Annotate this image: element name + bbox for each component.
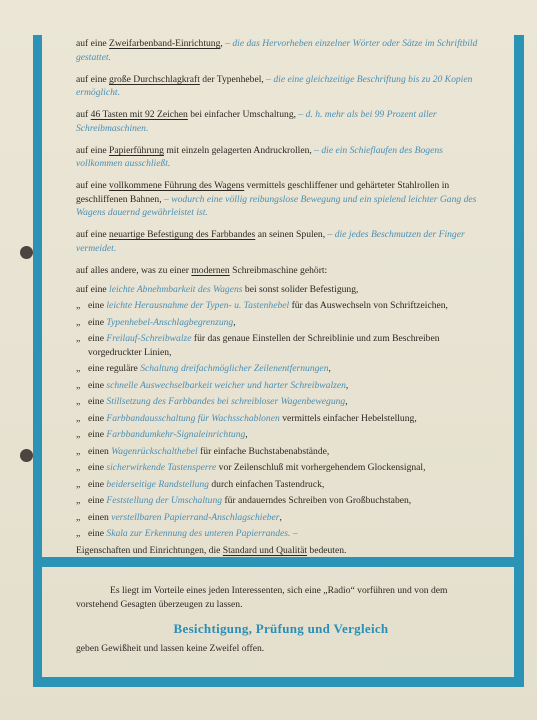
- ditto-mark: „: [76, 495, 81, 507]
- text-plain: bedeuten.: [307, 544, 347, 556]
- text-plain: ,: [279, 511, 282, 523]
- text-plain: ,: [328, 363, 331, 375]
- text-plain: der Typenhebel,: [199, 73, 267, 85]
- text-plain: für das genaue Einstellen der Schreiblinie und zum Beschreiben vorgedruckter Linien,: [88, 333, 440, 358]
- text-plain: auf eine: [76, 144, 110, 156]
- footer-end: geben Gewißheit und lassen keine Zweifel offen.: [76, 643, 265, 654]
- ditto-mark: „: [76, 412, 81, 424]
- text-plain: eine: [88, 495, 107, 507]
- script-text: – wodurch eine völlig reibungslose Bewegung und ein spielend leichter Gang des Wagens dauernd gewährleistet ist.: [76, 193, 477, 219]
- script-text: Farbbandumkehr-Signaleinrichtung: [106, 429, 246, 441]
- text-plain: mit einzeln gelagerten Andruckrollen,: [163, 144, 315, 156]
- text-plain: auf eine: [76, 229, 110, 241]
- text-underlined: neuartige Befestigung des Farbbandes: [109, 229, 256, 241]
- script-text: – die jedes Beschmutzen der Finger vermeidet.: [76, 229, 465, 254]
- feature-paragraph: [76, 144, 483, 171]
- text-plain: vermittels einfacher Hebelstellung,: [279, 412, 417, 424]
- ditto-mark: „: [76, 396, 81, 408]
- ditto-mark: „: [76, 316, 81, 328]
- script-text: Schaltung dreifachmöglicher Zeilenentfernungen: [140, 363, 329, 375]
- text-plain: einen: [88, 445, 112, 457]
- text-plain: auf eine: [76, 38, 110, 49]
- text-plain: vermittels geschliffener und gehärteter Stahlrollen in geschliffenen Bahnen,: [76, 180, 450, 205]
- list-item: [76, 362, 483, 376]
- text-plain: für das Auswechseln von Schriftzeichen,: [289, 300, 448, 312]
- script-text: Farbbandausschaltung für Wachsschablonen: [106, 412, 280, 424]
- text-underlined: Papierführung: [109, 144, 164, 156]
- text-underlined: 46 Tasten mit 92 Zeichen: [90, 109, 188, 121]
- text-plain: auf eine: [76, 180, 110, 192]
- ditto-mark: „: [76, 528, 81, 540]
- text-plain: ,: [345, 396, 348, 408]
- feature-paragraph: [76, 228, 483, 255]
- text-plain: an seinen Spulen,: [255, 229, 328, 241]
- ditto-mark: „: [76, 445, 81, 457]
- feature-paragraph: [76, 108, 483, 135]
- text-plain: auf: [76, 109, 91, 121]
- text-plain: durch einfachen Tastendruck,: [208, 478, 325, 490]
- script-text: Typenhebel-Anschlagbegrenzung: [106, 316, 234, 328]
- script-text: leichte Abnehmbarkeit des Wagens: [109, 283, 243, 295]
- text-plain: ,: [233, 316, 236, 328]
- list-item: [76, 379, 483, 393]
- text-plain: eine: [88, 462, 107, 474]
- text-plain: auf eine: [76, 283, 110, 295]
- script-text: – d. h. mehr als bei 99 Prozent aller Schreibmaschinen.: [76, 109, 437, 134]
- script-text: Freilauf-Schreibwalze: [106, 333, 192, 345]
- text-plain: bei einfacher Umschaltung,: [187, 109, 299, 121]
- script-text: – die das Hervorheben einzelner Wörter oder Sätze im Schriftbild gestattet.: [76, 38, 478, 63]
- right-border-stripe: [514, 35, 524, 687]
- text-plain: ,: [220, 38, 226, 49]
- script-text: – die ein Schieflaufen des Bogens vollkommen ausschließt.: [76, 144, 443, 170]
- text-plain: auf eine: [76, 73, 110, 85]
- text-underlined: modernen: [191, 265, 230, 277]
- list-item: [76, 494, 483, 508]
- ditto-mark: „: [76, 511, 81, 523]
- list-item: [76, 511, 483, 525]
- script-text: Feststellung der Umschaltung: [106, 495, 223, 507]
- text-plain: eine: [88, 333, 107, 345]
- modern-intro-line: [76, 264, 483, 278]
- footer-box: [76, 584, 486, 656]
- list-item: [76, 428, 483, 442]
- script-text: Stillsetzung des Farbbandes bei schreibloser Wagenbewegung: [106, 396, 346, 408]
- script-text: beiderseitige Randstellung: [106, 478, 209, 490]
- text-plain: vor Zeilenschluß mit vorhergehendem Glockensignal,: [216, 462, 426, 474]
- script-text: verstellbaren Papierrand-Anschlagschieber: [111, 511, 280, 523]
- text-underlined: vollkommene Führung des Wagens: [109, 180, 245, 192]
- ditto-mark: „: [76, 478, 81, 490]
- list-item: [76, 395, 483, 409]
- text-plain: ,: [345, 379, 349, 391]
- list-item: [76, 445, 483, 459]
- list-item: [76, 332, 483, 359]
- text-plain: eine: [88, 528, 107, 540]
- text-plain: eine: [88, 316, 107, 328]
- text-plain: eine reguläre: [88, 363, 141, 375]
- text-plain: eine: [88, 412, 107, 424]
- text-plain: ,: [245, 429, 248, 441]
- closing-line: [76, 544, 483, 558]
- footer-band-bottom: [33, 677, 524, 687]
- feature-paragraph: [76, 179, 483, 220]
- text-plain: auf alles andere, was zu einer: [76, 265, 192, 277]
- ditto-mark: „: [76, 429, 81, 441]
- text-plain: eine: [88, 300, 107, 312]
- list-item: [76, 299, 483, 313]
- footer-headline: Besichtigung, Prüfung und Vergleich: [173, 621, 389, 636]
- list-item: [76, 412, 483, 426]
- text-plain: bei sonst solider Befestigung,: [242, 283, 359, 295]
- list-item: [76, 283, 483, 297]
- script-text: Skala zur Erkennung des unteren Papierrandes. –: [106, 528, 298, 540]
- script-text: schnelle Auswechselbarkeit weicher und harter Schreibwalzen: [106, 379, 346, 391]
- text-plain: eine: [88, 379, 107, 391]
- list-item: [76, 461, 483, 475]
- text-plain: Eigenschaften und Einrichtungen, die: [76, 544, 223, 556]
- feature-paragraph: [76, 37, 483, 64]
- text-underlined: große Durchschlagkraft: [109, 73, 200, 85]
- text-plain: für einfache Buchstabenabstände,: [197, 445, 330, 457]
- script-text: – die eine gleichzeitige Beschriftung bis zu 20 Kopien ermöglicht.: [76, 73, 473, 99]
- punch-hole-upper: [20, 246, 33, 259]
- ditto-mark: „: [76, 363, 81, 375]
- script-text: leichte Herausnahme der Typen- u. Tastenhebel: [106, 300, 290, 312]
- text-plain: für andauerndes Schreiben von Großbuchstaben,: [222, 495, 412, 507]
- script-text: Wagenrückschalthebel: [111, 445, 198, 457]
- punch-hole-lower: [20, 449, 33, 462]
- list-item: [76, 316, 483, 330]
- script-text: sicherwirkende Tastensperre: [106, 462, 217, 474]
- list-item: [76, 478, 483, 492]
- text-plain: eine: [88, 478, 107, 490]
- feature-paragraph: [76, 73, 483, 100]
- ditto-mark: „: [76, 462, 81, 474]
- text-plain: Schreibmaschine gehört:: [229, 265, 328, 277]
- ditto-mark: „: [76, 300, 81, 312]
- text-plain: einen: [88, 511, 112, 523]
- left-border-stripe: [33, 35, 42, 687]
- footer-intro: Es liegt im Vorteile eines jeden Interessenten, sich eine „Radio“ vorführen und von dem vorstehend Gesagten überzeugen zu lassen.: [76, 585, 448, 610]
- text-underlined: Zweifarbenband-Einrichtung: [109, 38, 221, 49]
- feature-text: [76, 37, 483, 567]
- text-plain: eine: [88, 429, 107, 441]
- text-underlined: Standard und Qualität: [222, 544, 307, 556]
- text-plain: eine: [88, 396, 107, 408]
- list-item: [76, 527, 483, 541]
- ditto-mark: „: [76, 379, 81, 391]
- ditto-mark: „: [76, 333, 81, 345]
